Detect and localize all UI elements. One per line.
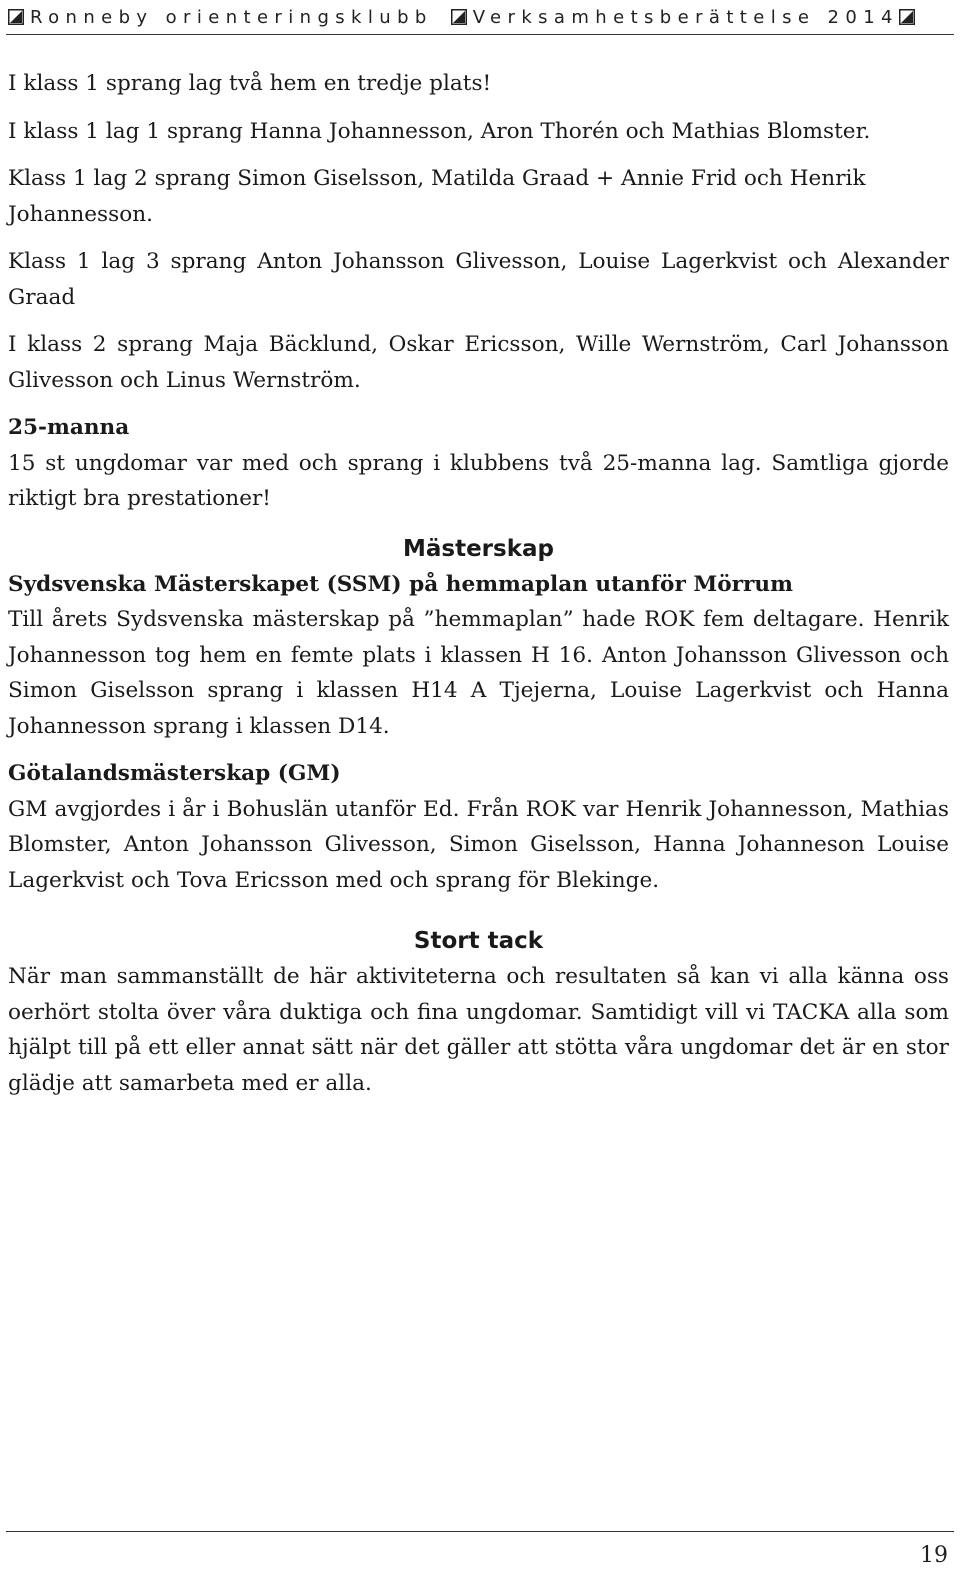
paragraph-class1-team2: Klass 1 lag 2 sprang Simon Giselsson, Matilda Graad + Annie Frid och Henrik Johannesson. — [8, 166, 866, 227]
heading-masterskap: Mästerskap — [402, 535, 554, 562]
corner-triangle-icon — [899, 9, 915, 25]
report-title: Verksamhetsberättelse 2014 — [472, 6, 899, 28]
running-header — [0, 0, 960, 34]
paragraph-25manna: 15 st ungdomar var med och sprang i klubbens två 25-manna lag. Samtliga gjorde riktigt bra prestationer! — [8, 450, 949, 511]
page-number: 19 — [920, 1543, 948, 1568]
paragraph-class1-team1: I klass 1 lag 1 sprang Hanna Johannesson, Aron Thorén och Mathias Blomster. — [8, 118, 871, 144]
paragraph-class1-team3: Klass 1 lag 3 sprang Anton Johansson Glivesson, Louise Lagerkvist och Alexander Graad — [8, 249, 949, 310]
paragraph-class2: I klass 2 sprang Maja Bäcklund, Oskar Ericsson, Wille Wernström, Carl Johansson Glivesson och Linus Wernström. — [8, 332, 949, 393]
heading-ssm: Sydsvenska Mästerskapet (SSM) på hemmaplan utanför Mörrum — [8, 571, 793, 597]
footer-divider — [6, 1531, 954, 1532]
paragraph-gm: GM avgjordes i år i Bohuslän utanför Ed. Från ROK var Henrik Johannesson, Mathias Blomster, Anton Johansson Glivesson, Simon Giselsson, Hanna Johanneson Louise Lagerkvist och Tova Ericsson med och sprang för Blekinge. — [8, 796, 949, 893]
page-content — [8, 66, 949, 1101]
corner-triangle-icon — [8, 9, 24, 25]
paragraph-ssm: Till årets Sydsvenska mästerskap på ”hemmaplan” hade ROK fem deltagare. Henrik Johannesson tog hem en femte plats i klassen H 16. Anton Johansson Glivesson och Simon Giselsson sprang i klassen H14 A Tjejerna, Louise Lagerkvist och Hanna Johannesson sprang i klassen D14. — [8, 607, 949, 739]
corner-triangle-icon — [451, 9, 467, 25]
paragraph-class1-result: I klass 1 sprang lag två hem en tredje plats! — [8, 71, 492, 96]
heading-stort-tack: Stort tack — [413, 928, 544, 954]
header-divider — [6, 34, 954, 35]
heading-gm: Götalandsmästerskap (GM) — [8, 761, 341, 786]
club-name: Ronneby orienteringsklubb — [30, 6, 433, 28]
paragraph-stort-tack: När man sammanställt de här aktiviteterna och resultaten så kan vi alla känna oss oerhört stolta över våra duktiga och fina ungdomar. Samtidigt vill vi TACKA alla som hjälpt till på ett eller annat sätt när det gäller att stötta våra ungdomar det är en stor glädje att samarbeta med er alla. — [8, 964, 949, 1096]
heading-25manna: 25-manna — [8, 415, 130, 440]
